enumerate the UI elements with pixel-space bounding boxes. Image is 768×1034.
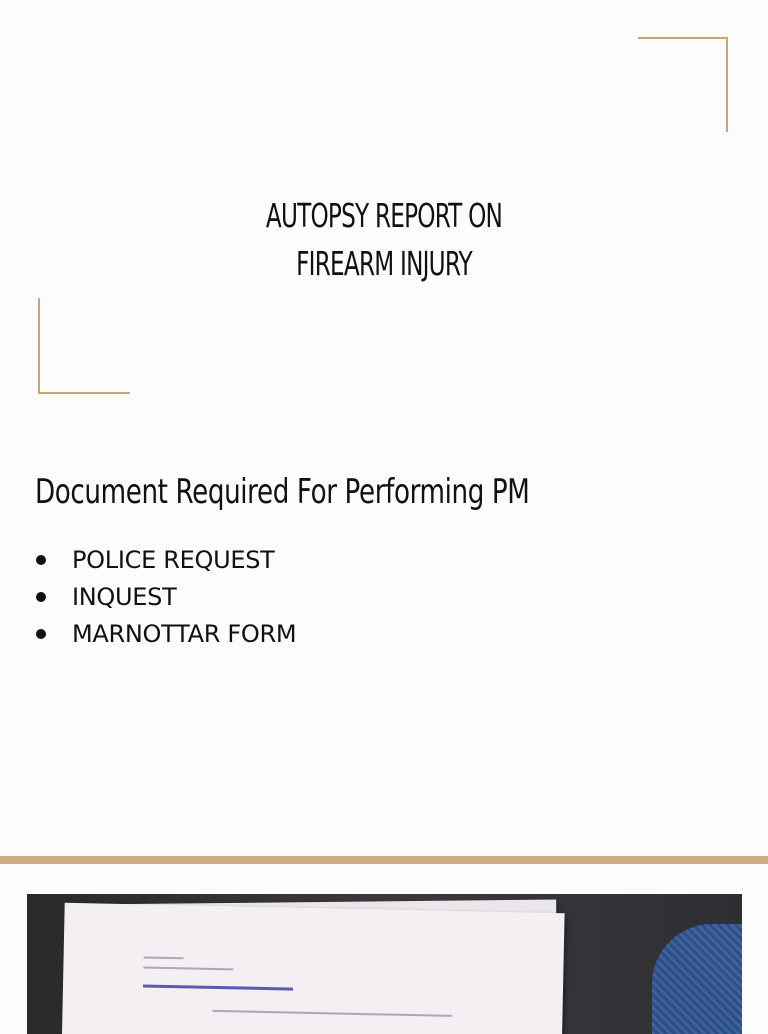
list-item [36, 541, 296, 578]
handwriting-mark [144, 956, 184, 959]
corner-decoration-bottom-left [38, 298, 130, 394]
bullet-icon [36, 629, 46, 639]
list-item [36, 615, 296, 652]
list-item-label: MARNOTTAR FORM [72, 619, 297, 648]
fabric-background [652, 924, 742, 1034]
page-divider [0, 856, 768, 864]
title-line-1: AUTOPSY REPORT ON [265, 196, 503, 235]
handwriting-mark [212, 1010, 452, 1017]
list-item [36, 578, 296, 615]
title-line-2: FIREARM INJURY [296, 244, 472, 283]
section-heading: Document Required For Performing PM [35, 472, 530, 512]
paper-sheet [61, 903, 564, 1034]
bullet-icon [36, 555, 46, 565]
list-item-label: POLICE REQUEST [72, 545, 275, 574]
handwriting-mark [143, 966, 233, 970]
document-photo [27, 894, 742, 1034]
list-item-label: INQUEST [72, 582, 177, 611]
corner-decoration-top-right [638, 37, 728, 132]
document-list [36, 541, 296, 652]
page-title [84, 192, 683, 288]
next-page [0, 864, 768, 1024]
handwriting-mark [143, 984, 293, 990]
bullet-icon [36, 592, 46, 602]
